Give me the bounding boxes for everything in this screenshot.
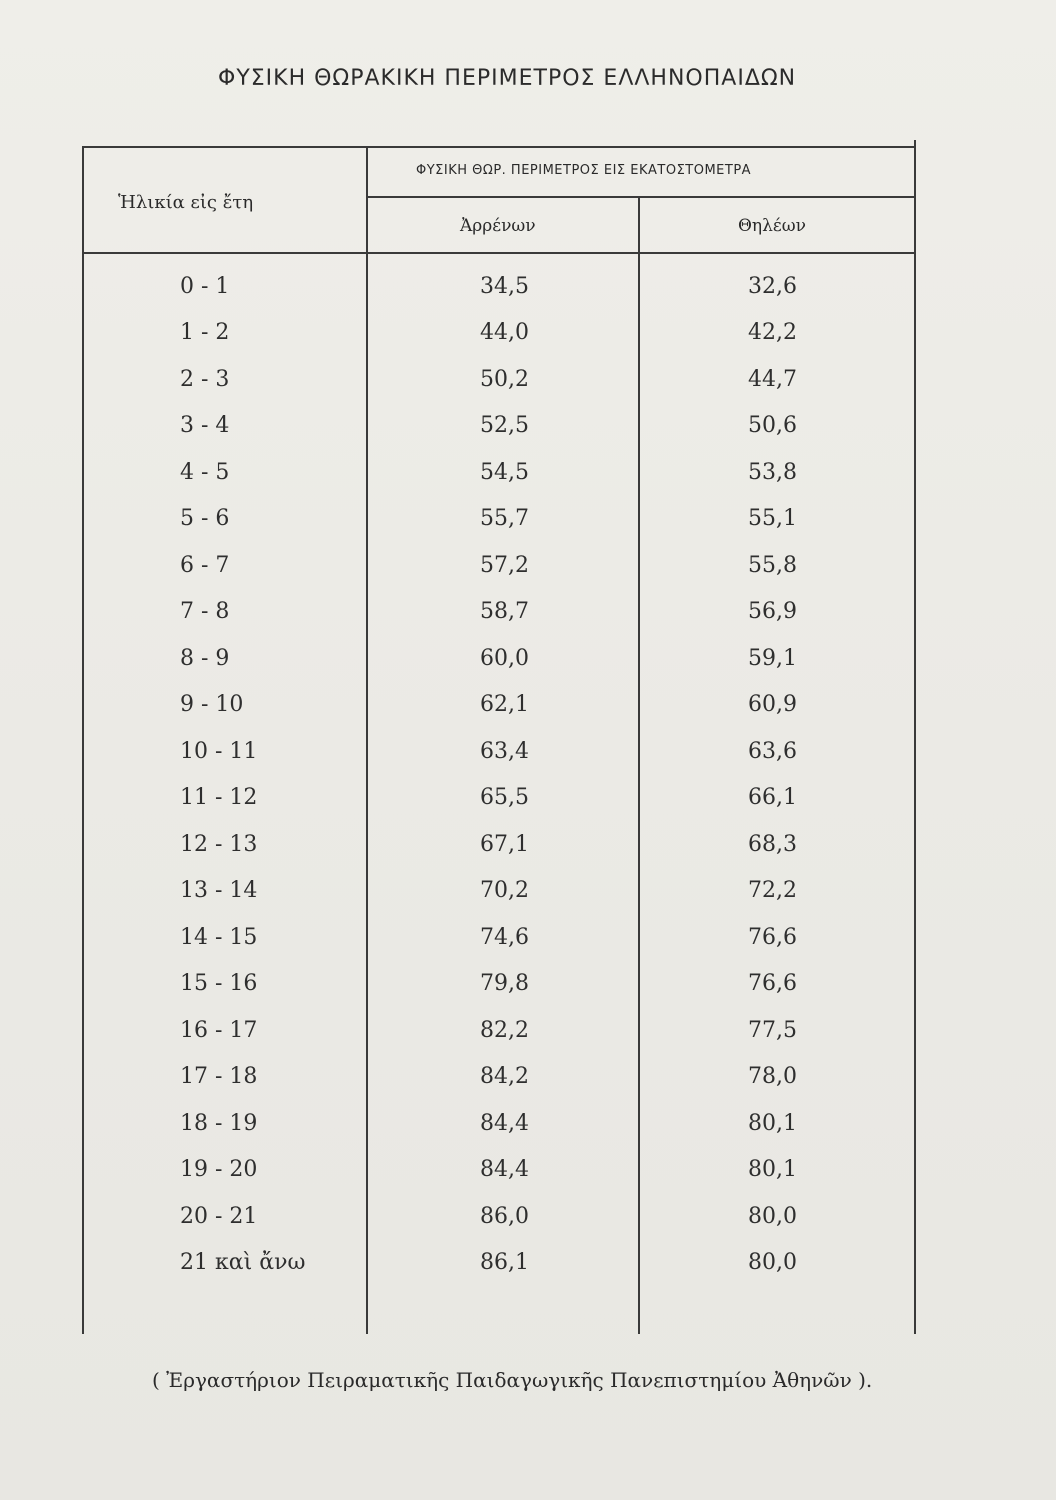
- male-value-cell: 86,0: [480, 1204, 529, 1229]
- age-cell: 0 - 1: [180, 274, 230, 299]
- table-row: [82, 357, 916, 403]
- male-value-cell: 57,2: [480, 553, 529, 578]
- table-row: [82, 636, 916, 682]
- female-value-cell: 80,0: [748, 1204, 797, 1229]
- age-cell: 15 - 16: [180, 971, 258, 996]
- source-note: ( Ἐργαστήριον Πειραματικῆς Παιδαγωγικῆς Πανεπιστημίου Ἀθηνῶν ).: [152, 1368, 873, 1392]
- female-value-cell: 80,1: [748, 1157, 797, 1182]
- age-cell: 16 - 17: [180, 1018, 258, 1043]
- female-value-cell: 77,5: [748, 1018, 797, 1043]
- age-cell: 21 καὶ ἄνω: [180, 1250, 306, 1275]
- age-cell: 4 - 5: [180, 460, 230, 485]
- female-value-cell: 72,2: [748, 878, 797, 903]
- table-row: [82, 1054, 916, 1100]
- male-value-cell: 63,4: [480, 739, 529, 764]
- age-cell: 12 - 13: [180, 832, 258, 857]
- table-row: [82, 310, 916, 356]
- male-value-cell: 86,1: [480, 1250, 529, 1275]
- male-value-cell: 67,1: [480, 832, 529, 857]
- table-row: [82, 1008, 916, 1054]
- female-value-cell: 59,1: [748, 646, 797, 671]
- male-value-cell: 62,1: [480, 692, 529, 717]
- table-row: [82, 1147, 916, 1193]
- female-column-header: Θηλέων: [738, 216, 806, 236]
- age-cell: 8 - 9: [180, 646, 230, 671]
- table-row: [82, 403, 916, 449]
- male-value-cell: 50,2: [480, 367, 529, 392]
- age-cell: 9 - 10: [180, 692, 244, 717]
- male-value-cell: 84,2: [480, 1064, 529, 1089]
- male-value-cell: 65,5: [480, 785, 529, 810]
- table-row: [82, 961, 916, 1007]
- female-value-cell: 60,9: [748, 692, 797, 717]
- male-column-header: Ἀρρένων: [460, 216, 536, 236]
- table-row: [82, 822, 916, 868]
- male-value-cell: 74,6: [480, 925, 529, 950]
- age-cell: 14 - 15: [180, 925, 258, 950]
- age-cell: 20 - 21: [180, 1204, 258, 1229]
- male-value-cell: 70,2: [480, 878, 529, 903]
- female-value-cell: 66,1: [748, 785, 797, 810]
- male-value-cell: 44,0: [480, 320, 529, 345]
- female-value-cell: 55,8: [748, 553, 797, 578]
- female-value-cell: 76,6: [748, 925, 797, 950]
- female-value-cell: 63,6: [748, 739, 797, 764]
- table-row: [82, 1194, 916, 1240]
- table-row: [82, 450, 916, 496]
- age-cell: 1 - 2: [180, 320, 230, 345]
- female-value-cell: 42,2: [748, 320, 797, 345]
- female-value-cell: 80,1: [748, 1111, 797, 1136]
- age-cell: 7 - 8: [180, 599, 230, 624]
- female-value-cell: 55,1: [748, 506, 797, 531]
- female-value-cell: 44,7: [748, 367, 797, 392]
- female-value-cell: 32,6: [748, 274, 797, 299]
- male-value-cell: 60,0: [480, 646, 529, 671]
- table-row: [82, 589, 916, 635]
- table-top-rule: [82, 146, 916, 148]
- table-row: [82, 264, 916, 310]
- female-value-cell: 50,6: [748, 413, 797, 438]
- age-cell: 2 - 3: [180, 367, 230, 392]
- male-value-cell: 84,4: [480, 1111, 529, 1136]
- male-value-cell: 52,5: [480, 413, 529, 438]
- female-value-cell: 76,6: [748, 971, 797, 996]
- male-value-cell: 54,5: [480, 460, 529, 485]
- male-value-cell: 34,5: [480, 274, 529, 299]
- table-row: [82, 1240, 916, 1286]
- age-cell: 6 - 7: [180, 553, 230, 578]
- age-cell: 19 - 20: [180, 1157, 258, 1182]
- table-row: [82, 868, 916, 914]
- table-row: [82, 496, 916, 542]
- male-value-cell: 55,7: [480, 506, 529, 531]
- age-cell: 10 - 11: [180, 739, 258, 764]
- page-title: ΦΥΣΙΚΗ ΘΩΡΑΚΙΚΗ ΠΕΡΙΜΕΤΡΟΣ ΕΛΛΗΝΟΠΑΙΔΩΝ: [218, 66, 797, 91]
- chest-perimeter-group-header: ΦΥΣΙΚΗ ΘΩΡ. ΠΕΡΙΜΕΤΡΟΣ ΕΙΣ ΕΚΑΤΟΣΤΟΜΕΤΡΑ: [416, 163, 752, 178]
- table-row: [82, 775, 916, 821]
- header-bottom-rule: [82, 252, 916, 254]
- male-value-cell: 82,2: [480, 1018, 529, 1043]
- age-column-header: Ἡλικία εἰς ἔτη: [118, 192, 254, 213]
- male-value-cell: 58,7: [480, 599, 529, 624]
- table-row: [82, 543, 916, 589]
- age-cell: 18 - 19: [180, 1111, 258, 1136]
- female-value-cell: 53,8: [748, 460, 797, 485]
- age-cell: 3 - 4: [180, 413, 230, 438]
- table-row: [82, 729, 916, 775]
- female-value-cell: 78,0: [748, 1064, 797, 1089]
- female-value-cell: 56,9: [748, 599, 797, 624]
- age-cell: 13 - 14: [180, 878, 258, 903]
- female-value-cell: 68,3: [748, 832, 797, 857]
- table-row: [82, 1101, 916, 1147]
- age-cell: 17 - 18: [180, 1064, 258, 1089]
- table-row: [82, 682, 916, 728]
- female-value-cell: 80,0: [748, 1250, 797, 1275]
- male-value-cell: 79,8: [480, 971, 529, 996]
- age-cell: 11 - 12: [180, 785, 258, 810]
- male-value-cell: 84,4: [480, 1157, 529, 1182]
- age-cell: 5 - 6: [180, 506, 230, 531]
- table-row: [82, 915, 916, 961]
- group-header-rule: [366, 196, 916, 198]
